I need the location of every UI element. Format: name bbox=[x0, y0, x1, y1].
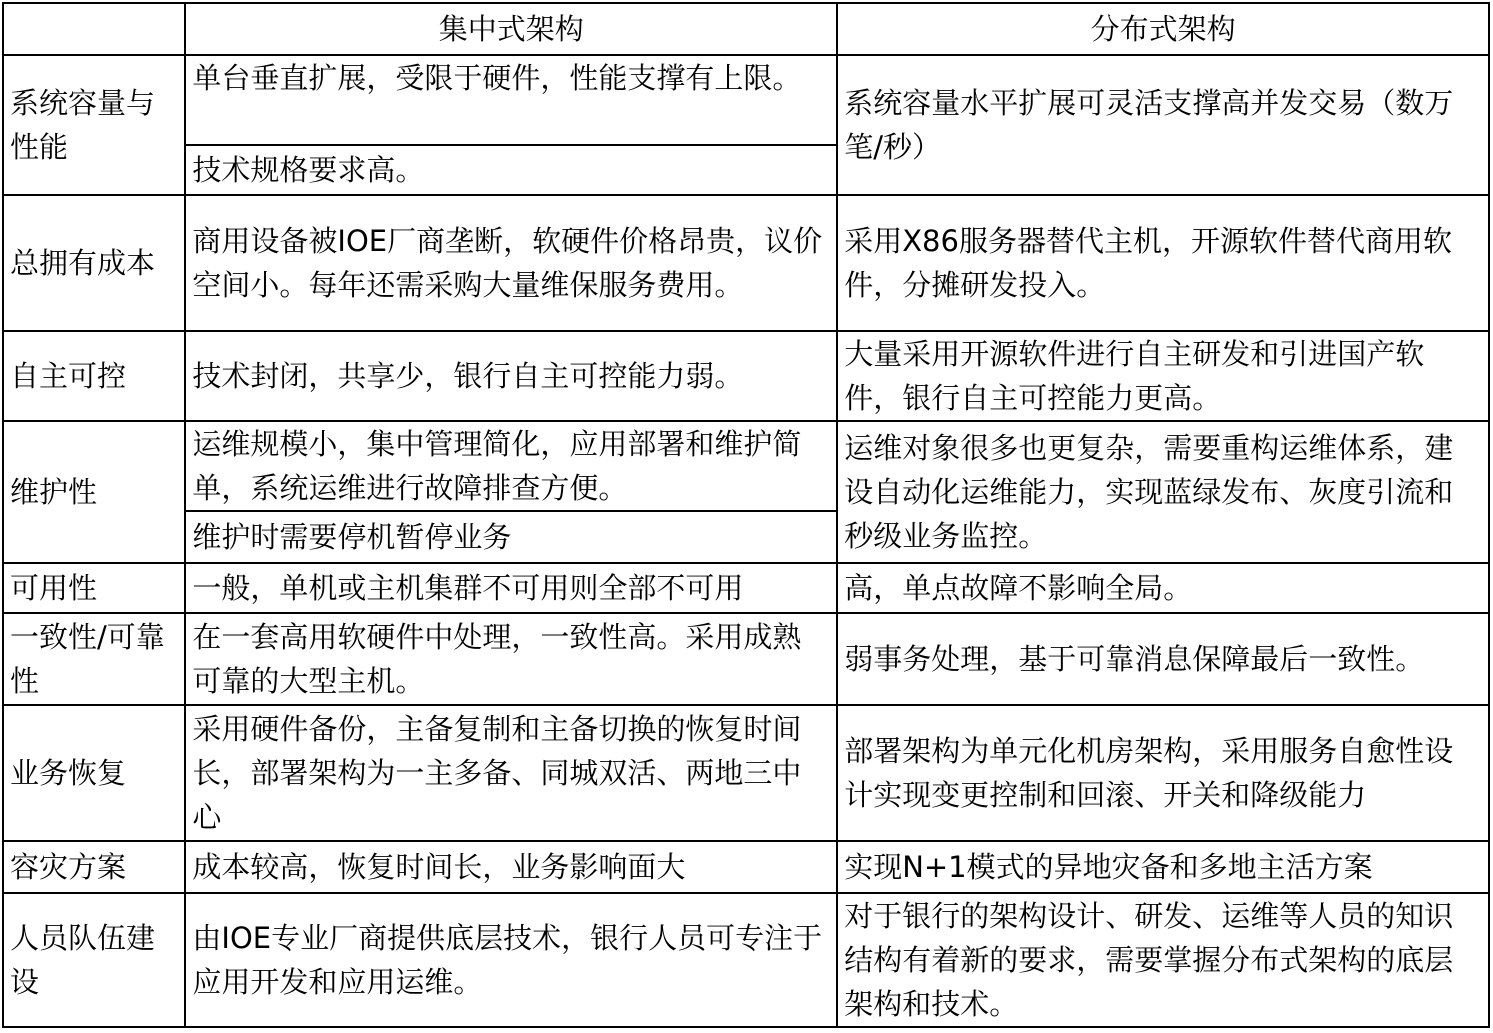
central-cell: 运维规模小，集中管理简化，应用部署和维护简单，系统运维进行故障排查方便。 bbox=[185, 421, 837, 511]
central-cell: 维护时需要停机暂停业务 bbox=[185, 511, 837, 563]
table-row bbox=[3, 613, 1489, 705]
central-cell: 技术封闭，共享少，银行自主可控能力弱。 bbox=[185, 331, 837, 421]
row-label: 系统容量与性能 bbox=[3, 55, 185, 195]
distributed-cell: 对于银行的架构设计、研发、运维等人员的知识结构有着新的要求，需要掌握分布式架构的底层架构和技术。 bbox=[837, 893, 1489, 1027]
distributed-cell: 系统容量水平扩展可灵活支撑高并发交易（数万笔/秒） bbox=[837, 55, 1489, 195]
row-label: 总拥有成本 bbox=[3, 195, 185, 331]
row-label: 人员队伍建设 bbox=[3, 893, 185, 1027]
comparison-table bbox=[2, 2, 1490, 1028]
table-row bbox=[3, 893, 1489, 1027]
distributed-cell: 大量采用开源软件进行自主研发和引进国产软件，银行自主可控能力更高。 bbox=[837, 331, 1489, 421]
table-row bbox=[3, 55, 1489, 145]
distributed-cell: 采用X86服务器替代主机，开源软件替代商用软件，分摊研发投入。 bbox=[837, 195, 1489, 331]
distributed-cell: 弱事务处理，基于可靠消息保障最后一致性。 bbox=[837, 613, 1489, 705]
central-cell: 由IOE专业厂商提供底层技术，银行人员可专注于应用开发和应用运维。 bbox=[185, 893, 837, 1027]
table-row bbox=[3, 331, 1489, 421]
header-row bbox=[3, 3, 1489, 55]
row-label: 业务恢复 bbox=[3, 705, 185, 841]
row-label: 一致性/可靠性 bbox=[3, 613, 185, 705]
row-label: 容灾方案 bbox=[3, 841, 185, 893]
header-distributed: 分布式架构 bbox=[837, 3, 1489, 55]
table-row bbox=[3, 195, 1489, 331]
table-row bbox=[3, 421, 1489, 511]
distributed-cell: 实现N+1模式的异地灾备和多地主活方案 bbox=[837, 841, 1489, 893]
row-label: 维护性 bbox=[3, 421, 185, 563]
central-cell: 成本较高，恢复时间长，业务影响面大 bbox=[185, 841, 837, 893]
header-blank bbox=[3, 3, 185, 55]
central-cell: 技术规格要求高。 bbox=[185, 145, 837, 195]
row-label: 自主可控 bbox=[3, 331, 185, 421]
central-cell: 单台垂直扩展，受限于硬件，性能支撑有上限。 bbox=[185, 55, 837, 145]
table-row bbox=[3, 563, 1489, 613]
distributed-cell: 高，单点故障不影响全局。 bbox=[837, 563, 1489, 613]
table-row bbox=[3, 841, 1489, 893]
central-cell: 一般，单机或主机集群不可用则全部不可用 bbox=[185, 563, 837, 613]
table-row bbox=[3, 705, 1489, 841]
header-centralized: 集中式架构 bbox=[185, 3, 837, 55]
distributed-cell: 部署架构为单元化机房架构，采用服务自愈性设计实现变更控制和回滚、开关和降级能力 bbox=[837, 705, 1489, 841]
central-cell: 采用硬件备份，主备复制和主备切换的恢复时间长，部署架构为一主多备、同城双活、两地三中心 bbox=[185, 705, 837, 841]
row-label: 可用性 bbox=[3, 563, 185, 613]
central-cell: 商用设备被IOE厂商垄断，软硬件价格昂贵，议价空间小。每年还需采购大量维保服务费用。 bbox=[185, 195, 837, 331]
distributed-cell: 运维对象很多也更复杂，需要重构运维体系，建设自动化运维能力，实现蓝绿发布、灰度引流和秒级业务监控。 bbox=[837, 421, 1489, 563]
central-cell: 在一套高用软硬件中处理，一致性高。采用成熟可靠的大型主机。 bbox=[185, 613, 837, 705]
